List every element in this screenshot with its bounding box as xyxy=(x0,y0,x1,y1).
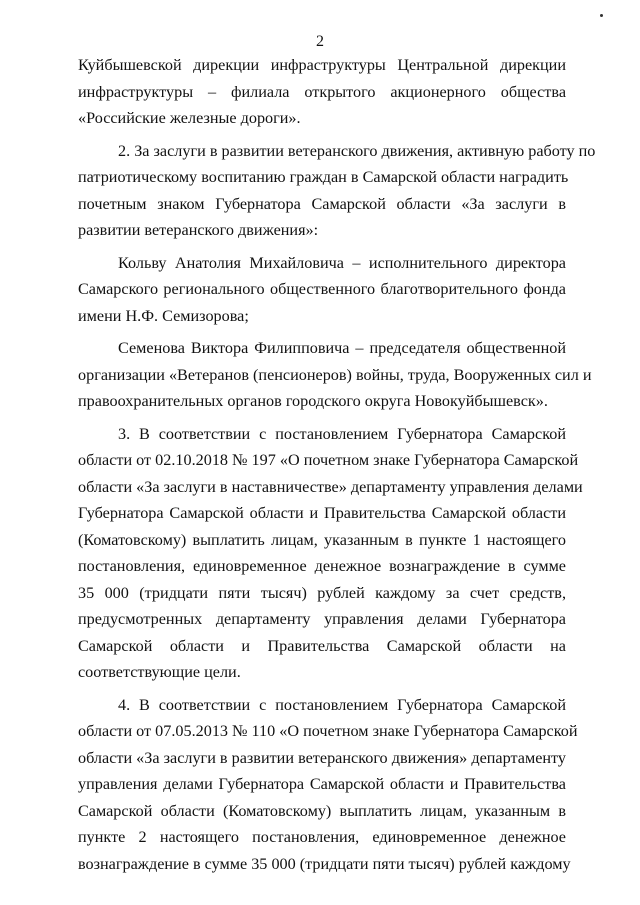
text-line: постановления, единовременное денежное вознаграждение в сумме xyxy=(78,557,566,575)
text-line: Кольву Анатолия Михайловича – исполнительного директора xyxy=(118,253,566,272)
text-line: пункте 2 настоящего постановления, единовременное денежное xyxy=(78,828,566,846)
text-line: правоохранительных органов городского округа Новокуйбышевск». xyxy=(78,392,548,410)
text-line: Губернатора Самарской области и Правительства Самарской области xyxy=(78,504,566,522)
text-line: предусмотренных департаменту управления делами Губернатора xyxy=(78,610,566,628)
text-line: патриотическому воспитанию граждан в Самарской области наградить xyxy=(78,168,569,186)
text-line: 35 000 (тридцати пяти тысяч) рублей каждому за счет средств, xyxy=(78,583,566,602)
text-line: вознаграждение в сумме 35 000 (тридцати пяти тысяч) рублей каждому xyxy=(78,854,571,873)
text-line: организации «Ветеранов (пенсионеров) войны, труда, Вооруженных сил и xyxy=(78,365,592,384)
text-line: 4. В соответствии с постановлением Губернатора Самарской xyxy=(118,695,566,714)
text-line: развитии ветеранского движения»: xyxy=(78,221,319,239)
text-line: имени Н.Ф. Семизорова; xyxy=(78,306,249,325)
text-line: области от 07.05.2013 № 110 «О почетном знаке Губернатора Самарской xyxy=(78,722,578,740)
text-line: области «За заслуги в развитии ветеранского движения» департаменту xyxy=(78,748,566,767)
text-line: области от 02.10.2018 № 197 «О почетном знаке Губернатора Самарской xyxy=(78,451,579,469)
text-line: «Российские железные дороги». xyxy=(78,109,301,127)
text-line: Самарской области и Правительства Самарской области на xyxy=(78,636,566,655)
text-line: Куйбышевской дирекции инфраструктуры Центральной дирекции xyxy=(78,56,566,74)
page-number: 2 xyxy=(316,33,324,50)
text-line: Самарского регионального общественного благотворительного фонда xyxy=(78,280,566,298)
text-line: (Коматовскому) выплатить лицам, указанным в пункте 1 настоящего xyxy=(78,530,566,549)
scan-speck xyxy=(600,14,603,17)
text-line: инфраструктуры – филиала открытого акционерного общества xyxy=(78,82,566,101)
text-line: Самарской области (Коматовскому) выплатить лицам, указанным в xyxy=(78,801,566,820)
text-line: Семенова Виктора Филипповича – председателя общественной xyxy=(118,339,566,357)
text-line: 2. За заслуги в развитии ветеранского движения, активную работу по xyxy=(118,141,596,160)
text-line: почетным знаком Губернатора Самарской области «За заслуги в xyxy=(78,194,566,213)
text-line: области «За заслуги в наставничестве» департаменту управления делами xyxy=(78,477,583,496)
text-line: управления делами Губернатора Самарской области и Правительства xyxy=(78,775,566,793)
document-body xyxy=(78,52,596,877)
text-line: 3. В соответствии с постановлением Губернатора Самарской xyxy=(118,424,566,443)
text-line: соответствующие цели. xyxy=(78,663,241,681)
